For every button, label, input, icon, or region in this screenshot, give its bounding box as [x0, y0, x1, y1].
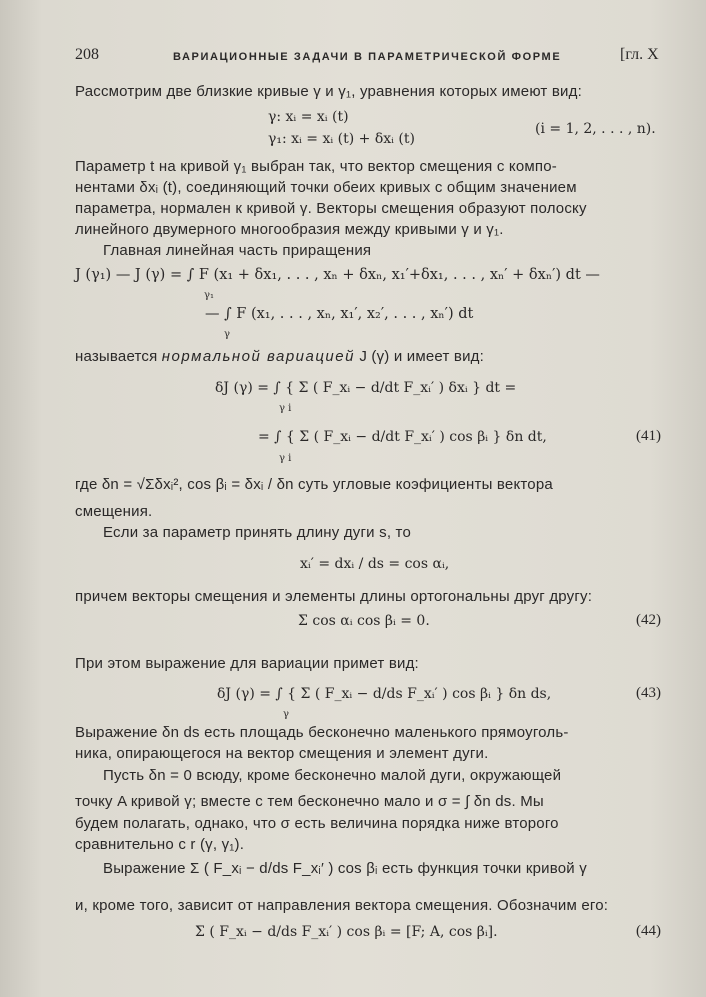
text-line: Выражение δn ds есть площадь бесконечно маленького прямоуголь- — [75, 724, 569, 741]
text-fragment: J (γ) и имеет вид: — [354, 348, 484, 365]
equation-number-41: (41) — [636, 428, 661, 444]
text-line: параметра, нормален к кривой γ. Векторы смещения образуют полоску — [75, 200, 587, 217]
running-title: ВАРИАЦИОННЫЕ ЗАДАЧИ В ПАРАМЕТРИЧЕСКОЙ ФОРМЕ — [173, 51, 562, 63]
text-line: Если за параметр принять длину дуги s, то — [103, 524, 411, 541]
text-line: Рассмотрим две близкие кривые γ и γ₁, уравнения которых имеют вид: — [75, 83, 582, 100]
text-line: точку A кривой γ; вместе с тем бесконечно мало и σ = ∫ δn ds. Мы — [75, 793, 544, 810]
emphasized-term: нормальной вариацией — [161, 348, 355, 365]
text-line-normal-variation — [75, 348, 484, 366]
integral-subscript: γ₁ — [204, 290, 214, 301]
text-line: Главная линейная часть приращения — [103, 242, 372, 259]
text-line: и, кроме того, зависит от направления вектора смещения. Обозначим его: — [75, 897, 609, 914]
equation-number-42: (42) — [636, 612, 661, 628]
integral-subscript: γ — [283, 709, 289, 720]
text-line: Пусть δn = 0 всюду, кроме бесконечно малой дуги, окружающей — [103, 767, 562, 784]
text-fragment: называется — [75, 348, 162, 365]
equation-curve-gamma1: γ₁: xᵢ = xᵢ (t) + δxᵢ (t) — [268, 131, 415, 147]
text-line: будем полагать, однако, что σ есть величина порядка ниже второго — [75, 815, 559, 832]
page-number: 208 — [75, 46, 99, 63]
equation-number-43: (43) — [636, 685, 661, 701]
text-line: линейного двумерного многообразия между кривыми γ и γ₁. — [75, 221, 504, 238]
text-line: где δn = √Σδxᵢ², cos βᵢ = δxᵢ / δn суть угловые коэфициенты вектора — [75, 476, 553, 493]
text-line: смещения. — [75, 503, 153, 520]
equation-increment-2: — ∫ F (x₁, . . . , xₙ, x₁′, x₂′, . . . , xₙ′) dt — [205, 306, 474, 322]
equation-variation-1: δJ (γ) = ∫ { Σ ( F_xᵢ − d/dt F_xᵢ′ ) δxᵢ } dt = — [215, 380, 517, 396]
equation-direction-cosine: xᵢ′ = dxᵢ / ds = cos αᵢ, — [300, 556, 450, 572]
integral-subscript: γ — [224, 329, 230, 340]
text-line: причем векторы смещения и элементы длины ортогональны друг другу: — [75, 588, 593, 605]
equation-index-range: (i = 1, 2, . . . , n). — [535, 121, 656, 137]
text-line: Параметр t на кривой γ₁ выбран так, что вектор смещения с компо- — [75, 158, 557, 175]
chapter-label: [гл. X — [620, 46, 659, 63]
equation-curve-gamma: γ: xᵢ = xᵢ (t) — [268, 109, 349, 125]
equation-function-notation: Σ ( F_xᵢ − d/ds F_xᵢ′ ) cos βᵢ = [F; A, cos βᵢ]. — [195, 924, 498, 940]
text-line: сравнительно с r (γ, γ₁). — [75, 836, 245, 853]
text-line: При этом выражение для вариации примет вид: — [75, 655, 419, 672]
text-line: ника, опирающегося на вектор смещения и элемент дуги. — [75, 745, 489, 762]
text-line: нентами δxᵢ (t), соединяющий точки обеих кривых с общим значением — [75, 179, 577, 196]
equation-orthogonality: Σ cos αᵢ cos βᵢ = 0. — [298, 613, 430, 629]
equation-variation-arc: δJ (γ) = ∫ { Σ ( F_xᵢ − d/ds F_xᵢ′ ) cos βᵢ } δn ds, — [217, 686, 552, 702]
equation-number-44: (44) — [636, 923, 661, 939]
integral-subscript: γ i — [279, 453, 292, 464]
equation-variation-2: = ∫ { Σ ( F_xᵢ − d/dt F_xᵢ′ ) cos βᵢ } δn dt, — [258, 429, 547, 445]
integral-subscript: γ i — [279, 403, 292, 414]
text-line: Выражение Σ ( F_xᵢ − d/ds F_xᵢ′ ) cos βᵢ есть функция точки кривой γ — [103, 860, 587, 877]
equation-increment-1: J (γ₁) — J (γ) = ∫ F (x₁ + δx₁, . . . , xₙ + δxₙ, x₁′+δx₁, . . . , xₙ′ + δxₙ′) dt — — [75, 267, 600, 283]
